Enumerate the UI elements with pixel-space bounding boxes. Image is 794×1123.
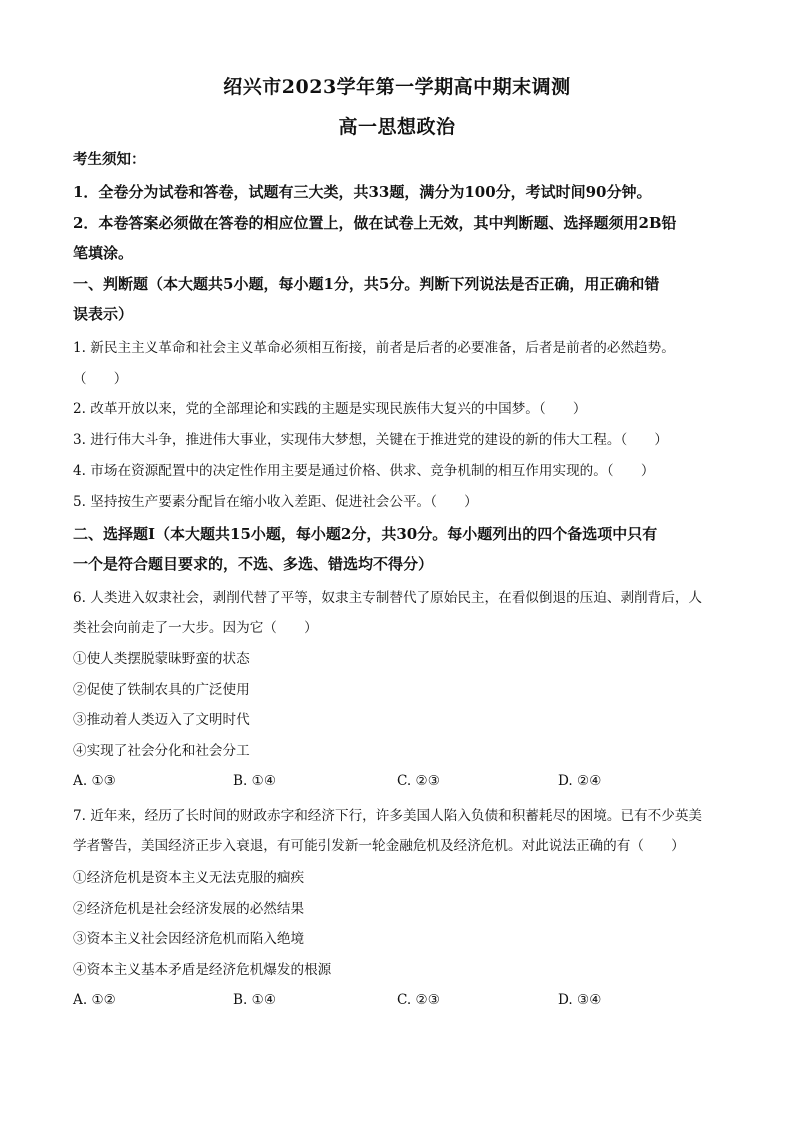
question-6-option-d: D. ②④	[558, 773, 602, 789]
question-1: 1. 新民主主义革命和社会主义革命必须相互衔接，前者是后者的必要准备，后者是前者的必然趋势。	[73, 340, 675, 356]
question-6-statement: ①使人类摆脱蒙昧野蛮的状态	[73, 651, 250, 667]
question-7-option-d: D. ③④	[558, 992, 602, 1008]
question-6-option-a: A. ①③	[73, 773, 116, 789]
section1-heading: 一、判断题（本大题共5小题，每小题1分，共5分。判断下列说法是否正确，用正确和错	[73, 275, 660, 293]
question-7-option-b: B. ①④	[233, 992, 277, 1008]
notice-item-2-cont: 笔填涂。	[73, 244, 134, 262]
question-7-statement: ①经济危机是资本主义无法克服的痼疾	[73, 870, 305, 886]
question-7-stem: 7. 近年来，经历了长时间的财政赤字和经济下行，许多美国人陷入负债和积蓄耗尽的困境。已有不少英美	[73, 808, 703, 824]
question-6-option-b: B. ①④	[233, 773, 277, 789]
question-1-blank: （ ）	[73, 371, 128, 387]
section1-heading-cont: 误表示）	[73, 305, 134, 323]
notice-heading: 考生须知：	[73, 151, 146, 168]
section2-heading-cont: 一个是符合题目要求的，不选、多选、错选均不得分）	[73, 555, 434, 573]
question-3: 3. 进行伟大斗争，推进伟大事业，实现伟大梦想，关键在于推进党的建设的新的伟大工程。（ ）	[73, 432, 669, 448]
question-7-statement: ④资本主义基本矛盾是经济危机爆发的根源	[73, 962, 332, 978]
question-7-statement: ③资本主义社会因经济危机而陷入绝境	[73, 931, 305, 947]
question-7-statement: ②经济危机是社会经济发展的必然结果	[73, 901, 305, 917]
question-7-option-a: A. ①②	[73, 992, 116, 1008]
question-6-stem: 6. 人类进入奴隶社会，剥削代替了平等，奴隶主专制替代了原始民主，在看似倒退的压迫、剥削背后，人	[73, 590, 703, 606]
notice-item-1: 1．全卷分为试卷和答卷，试题有三大类，共33题，满分为100分，考试时间90分钟。	[73, 183, 652, 201]
question-6-statement: ③推动着人类迈入了文明时代	[73, 712, 250, 728]
question-6-statement: ④实现了社会分化和社会分工	[73, 743, 250, 759]
exam-title: 绍兴市2023学年第一学期高中期末调测	[223, 76, 571, 98]
section2-heading: 二、选择题Ⅰ（本大题共15小题，每小题2分，共30分。每小题列出的四个备选项中只有	[73, 525, 658, 543]
question-4: 4. 市场在资源配置中的决定性作用主要是通过价格、供求、竞争机制的相互作用实现的。（ ）	[73, 463, 655, 479]
notice-item-2: 2．本卷答案必须做在答卷的相应位置上，做在试卷上无效，其中判断题、选择题须用2B铅	[73, 214, 677, 232]
question-7-option-c: C. ②③	[397, 992, 440, 1008]
question-6-option-c: C. ②③	[397, 773, 440, 789]
question-7-stem-cont: 学者警告，美国经济正步入衰退，有可能引发新一轮金融危机及经济危机。对此说法正确的有（ ）	[73, 838, 685, 854]
question-6-statement: ②促使了铁制农具的广泛使用	[73, 682, 250, 698]
question-5: 5. 坚持按生产要素分配旨在缩小收入差距、促进社会公平。（ ）	[73, 494, 478, 510]
question-6-stem-cont: 类社会向前走了一大步。因为它（ ）	[73, 620, 318, 636]
question-2: 2. 改革开放以来，党的全部理论和实践的主题是实现民族伟大复兴的中国梦。（ ）	[73, 401, 587, 417]
exam-subject: 高一思想政治	[338, 116, 456, 138]
